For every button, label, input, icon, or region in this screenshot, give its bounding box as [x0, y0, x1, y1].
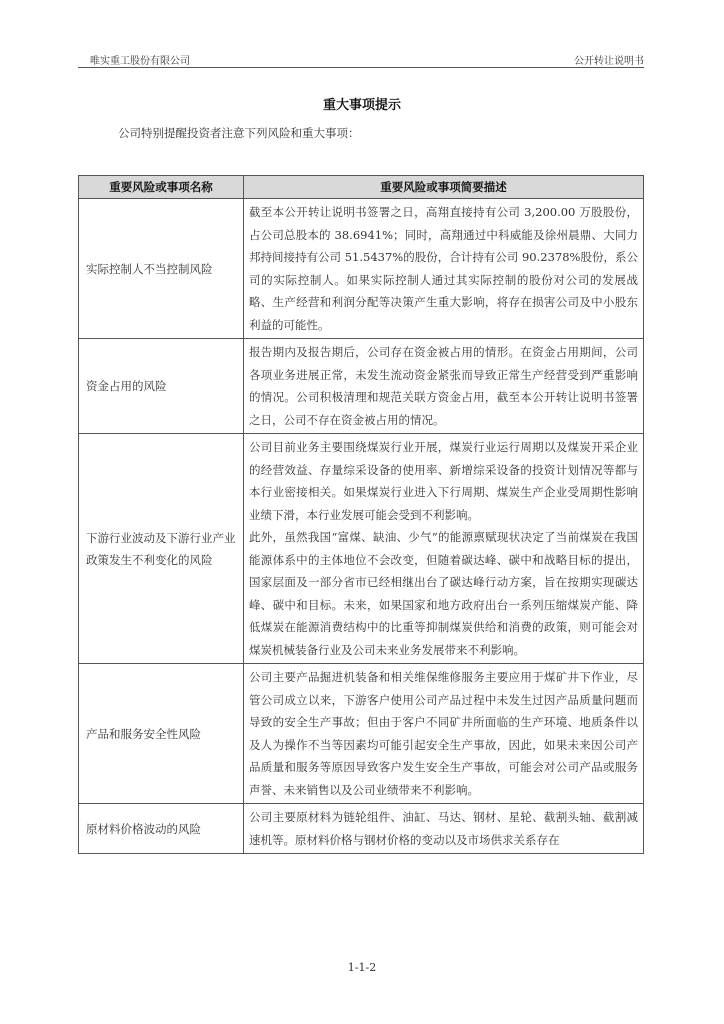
risk-description — [244, 664, 644, 804]
risk-description-paragraph: 公司主要原材料为链轮组件、油缸、马达、钢材、星轮、截割头轴、截割减速机等。原材料价格与钢材价格的变动以及市场供求关系存在 — [249, 810, 638, 847]
risk-name: 实际控制人不当控制风险 — [79, 199, 244, 339]
table-row — [79, 434, 644, 664]
table-row — [79, 199, 644, 339]
table-header-row — [79, 176, 644, 199]
risk-name: 产品和服务安全性风险 — [79, 664, 244, 804]
risk-description — [244, 434, 644, 664]
table-row — [79, 339, 644, 434]
risk-description-paragraph: 公司主要产品掘进机装备和相关维保维修服务主要应用于煤矿井下作业，尽管公司成立以来，下游客户使用公司产品过程中未发生过因产品质量问题而导致的安全生产事故；但由于客户不同矿井所面临的生产环境、地质条件以及人为操作不当等因素均可能引起安全生产事故，因此，如果未来因公司产品质量和服务等原因导致客户发生安全生产事故，可能会对公司产品或服务声誉、未来销售以及公司业绩带来不利影响。 — [249, 670, 638, 797]
table-row — [79, 664, 644, 804]
risk-description-paragraph: 报告期内及报告期后，公司存在资金被占用的情形。在资金占用期间，公司各项业务进展正常，未发生流动资金紧张而导致正常生产经营受到严重影响的情况。公司积极清理和规范关联方资金占用，截至本公开转让说明书签署之日，公司不存在资金被占用的情况。 — [249, 345, 638, 427]
risk-description — [244, 339, 644, 434]
header-divider — [78, 67, 644, 68]
risk-description-paragraph: 截至本公开转让说明书签署之日，高翔直接持有公司 3,200.00 万股股份，占公司总股本的 38.6941%；同时，高翔通过中科威能及徐州晨鼎、大同力邦持间接持有公司 51.5437%的股份，合计持有公司 90.2378%股份，系公司的实际控制人。如果实际控制人通过其实际控制的股份对公司的发展战略、生产经营和利润分配等决策产生重大影响，将存在损害公司及中小股东利益的可能性。 — [249, 205, 638, 332]
column-header-description: 重要风险或事项简要描述 — [244, 176, 644, 199]
risk-name: 资金占用的风险 — [79, 339, 244, 434]
risk-description — [244, 804, 644, 854]
risk-description-paragraph: 公司目前业务主要围绕煤炭行业开展，煤炭行业运行周期以及煤炭开采企业的经营效益、存量综采设备的使用率、新增综采设备的投资计划情况等都与本行业密接相关。如果煤炭行业进入下行周期、煤炭生产企业受周期性影响业绩下滑，本行业发展可能会受到不利影响。 — [249, 440, 638, 522]
risk-table — [78, 175, 644, 854]
header-company: 唯实重工股份有限公司 — [90, 56, 190, 67]
risk-name: 原材料价格波动的风险 — [79, 804, 244, 854]
risk-name: 下游行业波动及下游行业产业政策发生不利变化的风险 — [79, 434, 244, 664]
table-row — [79, 804, 644, 854]
page-title: 重大事项提示 — [322, 98, 401, 113]
intro-text: 公司特别提醒投资者注意下列风险和重大事项： — [118, 126, 360, 140]
page-header — [78, 52, 644, 66]
page-number: 1-1-2 — [347, 961, 377, 974]
risk-description — [244, 199, 644, 339]
risk-description-paragraph: 此外，虽然我国“富煤、缺油、少气”的能源禀赋现状决定了当前煤炭在我国能源体系中的主体地位不会改变，但随着碳达峰、碳中和战略目标的提出，国家层面及一部分省市已经相继出台了碳达峰行动方案，旨在按期实现碳达峰、碳中和目标。未来，如果国家和地方政府出台一系列压缩煤炭产能、降低煤炭在能源消费结构中的比重等抑制煤炭供给和消费的政策，则可能会对煤炭机械装备行业及公司未来业务发展带来不利影响。 — [249, 530, 638, 657]
header-doc-type: 公开转让说明书 — [574, 56, 644, 67]
column-header-name: 重要风险或事项名称 — [79, 176, 244, 199]
